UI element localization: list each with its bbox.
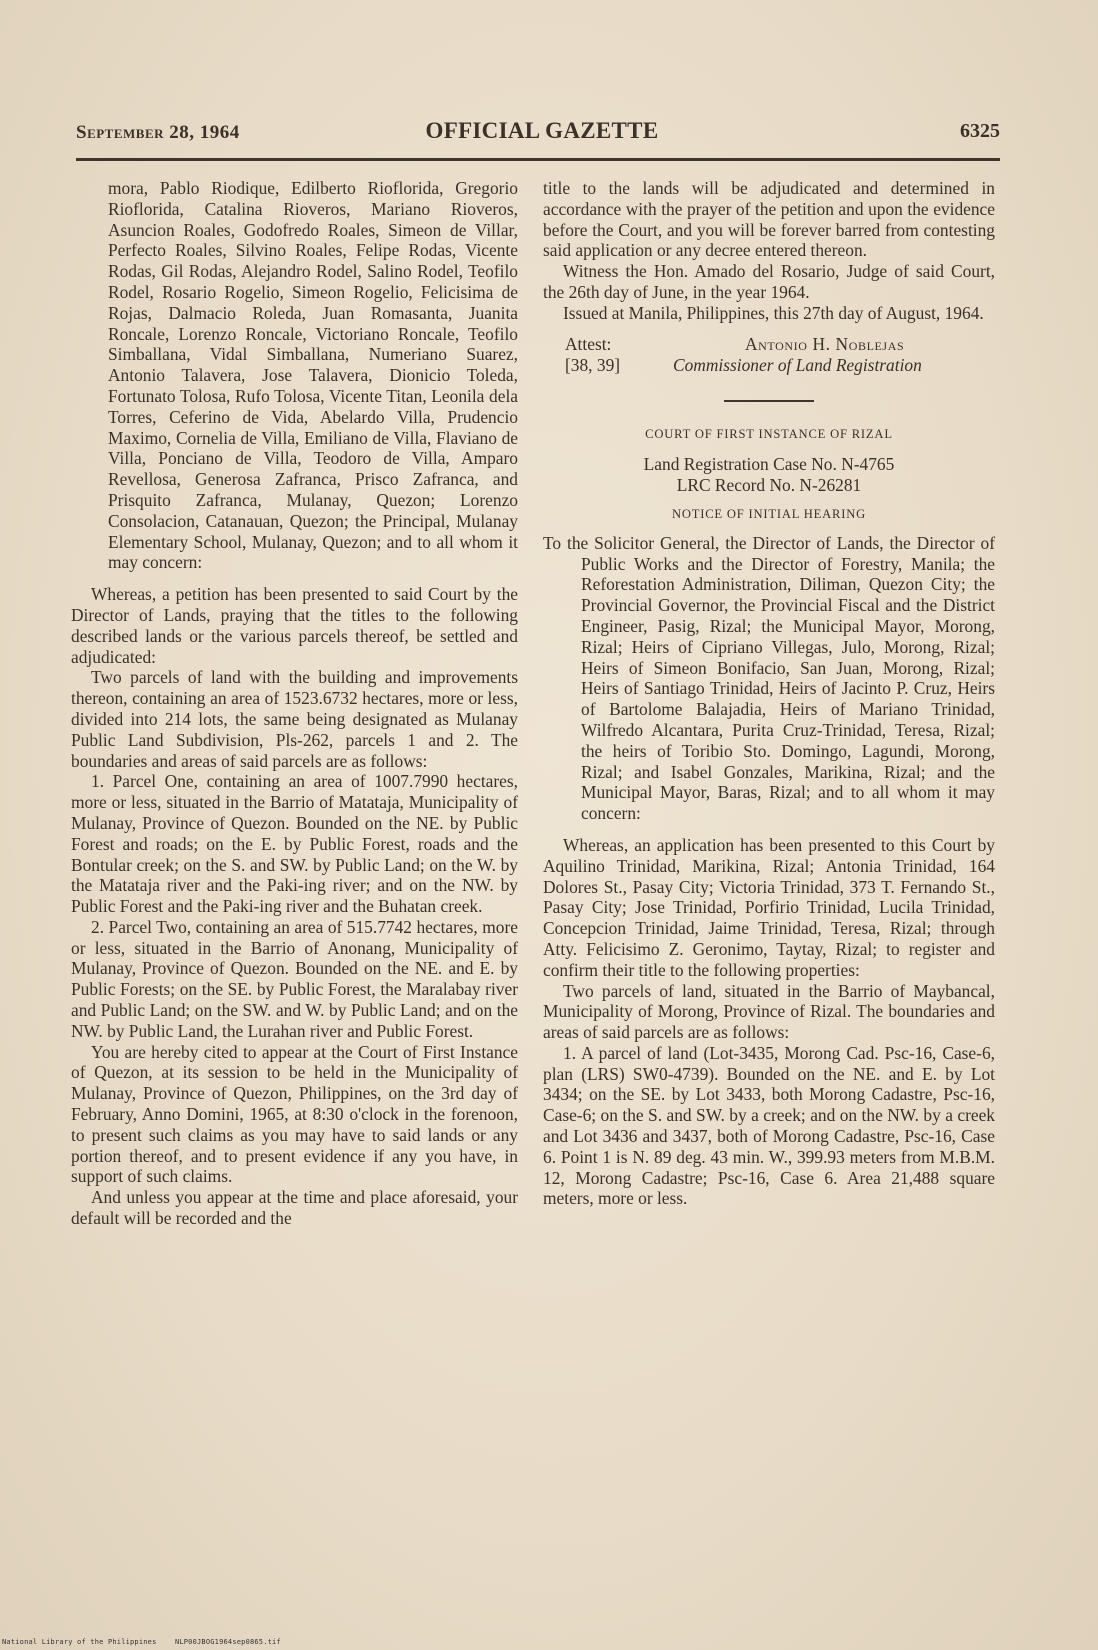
publication-title: OFFICIAL GAZETTE	[425, 118, 659, 143]
issued-paragraph: Issued at Manila, Philippines, this 27th day of August, 1964.	[563, 302, 984, 323]
adjudication-continued: title to the lands will be adjudicated and determined in accordance with the prayer of the petition and upon the evidence before the Court, and you will be forever barred from contesting said application or any decree entered thereon.	[543, 178, 995, 261]
application-whereas: Whereas, an application has been presented to this Court by Aquilino Trinidad, Marikina, Rizal; Antonia Trinidad, 164 Dolores St., Pasay City; Victoria Trinidad, 373 T. Fernando St., Pasay City; Jose Trinidad, Porfirio Trinidad, Lucila Trinidad, Concepcion Trinidad, Jaime Trinidad, Teresa, Rizal; through Atty. Felicisimo Z. Geronimo, Taytay, Rizal; to register and confirm their title to the following properties:	[543, 834, 995, 980]
commissioner-name: Antonio H. Noblejas	[745, 333, 905, 354]
header-rule	[76, 158, 1000, 161]
attest-reference: [38, 39]	[565, 354, 621, 375]
scan-footer	[2, 1638, 295, 1646]
left-column	[71, 178, 518, 1229]
default-warning: And unless you appear at the time and place aforesaid, your default will be recorded and the	[71, 1187, 518, 1229]
court-heading: COURT OF FIRST INSTANCE OF RIZAL	[645, 426, 893, 441]
parcels-intro: Two parcels of land, situated in the Barrio of Maybancal, Municipality of Morong, Province of Rizal. The boundaries and areas of said parcels are as follows:	[543, 980, 995, 1043]
commissioner-title: Commissioner of Land Registration	[673, 354, 922, 375]
witness-paragraph: Witness the Hon. Amado del Rosario, Judge of said Court, the 26th day of June, in the year 1964.	[543, 261, 995, 302]
lrc-record-number: LRC Record No. N-26281	[676, 475, 862, 496]
right-column	[543, 178, 995, 1209]
addressee-list-continued: mora, Pablo Riodique, Edilberto Rioflorida, Gregorio Rioflorida, Catalina Rioveros, Mariano Rioveros, Asuncion Roales, Godofredo Roales, Simeon de Villar, Perfecto Roales, Silvino Roales, Felipe Rodas, Vicente Rodas, Gil Rodas, Alejandro Rodel, Salino Rodel, Teofilo Rodel, Rosario Rogelio, Simeon Rogelio, Felicisima de Rojas, Dalmacio Roleda, Juan Romasanta, Juanita Roncale, Lorenzo Roncale, Victoriano Roncale, Teofilo Simballana, Vidal Simballana, Numeriano Suarez, Antonio Talavera, Jose Talavera, Dionicio Toleda, Fortunato Tolosa, Rufo Tolosa, Vicente Titan, Leonila dela Torres, Ceferino de Vida, Abelardo Villa, Prudencio Maximo, Cornelia de Villa, Emiliano de Villa, Flaviano de Villa, Ponciano de Villa, Teodoro de Villa, Amparo Revellosa, Generosa Zafranca, Prisco Zafranca, and Prisquito Zafranca, Mulanay, Quezon; Lorenzo Consolacion, Catanauan, Quezon; the Principal, Mulanay Elementary School, Mulanay, Quezon; and to all whom it may concern:	[108, 178, 518, 573]
parcels-description: Two parcels of land with the building and improvements thereon, containing an area of 1523.6732 hectares, more or less, divided into 214 lots, the same being designated as Mulanay Public Land Subdivision, Pls-262, parcels 1 and 2. The boundaries and areas of said parcels are as follows:	[71, 667, 518, 771]
parcel-one: 1. Parcel One, containing an area of 1007.7990 hectares, more or less, situated in the Barrio of Matataja, Municipality of Mulanay, Province of Quezon. Bounded on the NE. by Public Forest and roads; on the E. by Public Forest, roads and the Bontular creek; on the S. and SW. by Public Land; on the W. by the Matataja river and the Paki-ing river; and on the NW. by Public Forest and the Paki-ing river and the Buhatan creek.	[71, 771, 518, 917]
petition-whereas: Whereas, a petition has been presented to said Court by the Director of Lands, praying that the titles to the following described lands or the various parcels thereof, be settled and adjudicated:	[71, 584, 518, 667]
page-number: 6325	[960, 120, 1000, 142]
parcel-two: 2. Parcel Two, containing an area of 515.7742 hectares, more or less, situated in the Barrio of Anonang, Municipality of Mulanay, Province of Quezon. Bounded on the NE. and E. by Public Forests; on the SE. by Public Forest, the Maralabay river and Public Land; on the SW. and W. by Public Land; and on the NW. by Public Land, the Lurahan river and Public Forest.	[71, 916, 518, 1041]
section-divider	[724, 400, 814, 402]
case-number: Land Registration Case No. N-4765	[643, 454, 895, 475]
library-credit: National Library of the Philippines	[2, 1638, 157, 1646]
attest-label: Attest:	[565, 333, 612, 354]
citation-paragraph: You are hereby cited to appear at the Court of First Instance of Quezon, at its session to be held in the Municipality of Mulanay, Province of Quezon, Philippines, on the 3rd day of February, Anno Domini, 1965, at 8:30 o'clock in the forenoon, to present such claims as you may have to said lands or any portion thereof, and to present evidence if any you have, in support of such claims.	[71, 1041, 518, 1187]
scan-filename: NLP00JBOG1964sep0865.tif	[174, 1638, 281, 1646]
attestation-block	[543, 334, 995, 378]
header-date: September 28, 1964	[76, 122, 240, 143]
page-header	[76, 118, 1000, 152]
notice-heading: NOTICE OF INITIAL HEARING	[671, 506, 867, 521]
addressee-list: To the Solicitor General, the Director of Lands, the Director of Public Works and the Director of Forestry, Manila; the Reforestation Administration, Diliman, Quezon City; the Provincial Governor, the Provincial Fiscal and the District Engineer, Pasig, Rizal; the Municipal Mayor, Morong, Rizal; Heirs of Cipriano Villegas, Julo, Morong, Rizal; Heirs of Simeon Bonifacio, San Juan, Morong, Rizal; Heirs of Santiago Trinidad, Heirs of Jacinto P. Cruz, Heirs of Bartolome Balajadia, Heirs of Mariano Trinidad, Wilfredo Alcantara, Purita Cruz-Trinidad, Teresa, Rizal; the heirs of Toribio Sto. Domingo, Lagundi, Morong, Rizal; and Isabel Gonzales, Marikina, Rizal; and the Municipal Mayor, Baras, Rizal; and to all whom it may concern:	[543, 532, 995, 824]
parcel-lot-3435: 1. A parcel of land (Lot-3435, Morong Cad. Psc-16, Case-6, plan (LRS) SW0-4739). Bounded on the NE. and E. by Lot 3434; on the SE. by Lot 3433, both Morong Cadastre, Psc-16, Case-6; on the S. and SW. by a creek; and on the NW. by a creek and Lot 3436 and 3437, both of Morong Cadastre, Psc-16, Case 6. Point 1 is N. 89 deg. 43 min. W., 399.93 meters from M.B.M. 12, Morong Cadastre; Psc-16, Case 6. Area 21,488 square meters, more or less.	[543, 1042, 995, 1209]
